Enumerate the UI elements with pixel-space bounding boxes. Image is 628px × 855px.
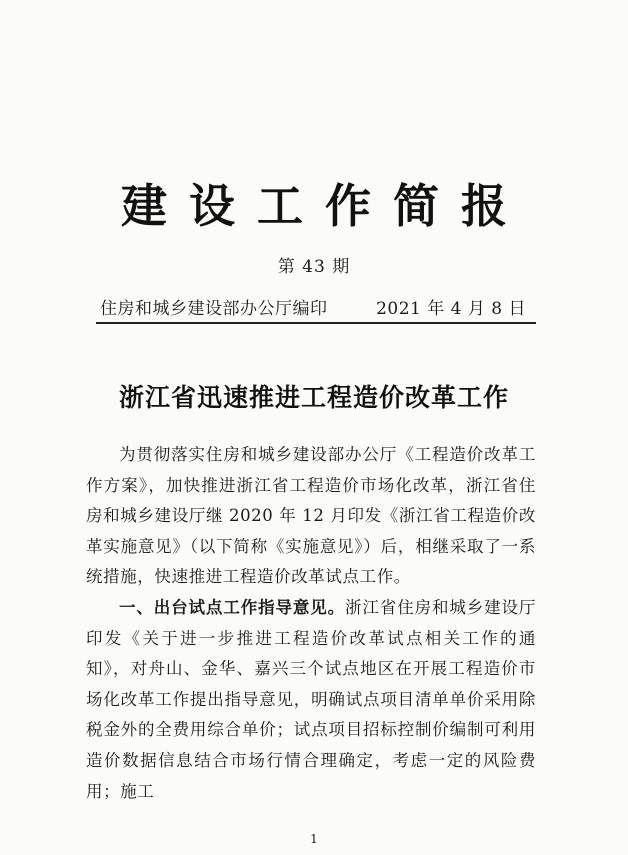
header-divider	[96, 322, 536, 324]
paragraph-intro: 为贯彻落实住房和城乡建设部办公厅《工程造价改革工作方案》，加快推进浙江省工程造价市场化改革，浙江省住房和城乡建设厅继 2020 年 12 月印发《浙江省工程造价改革实施意见》（以下简称《实施意见》）后，相继采取了一系统措施，快速推进工程造价改革试点工作。	[86, 445, 536, 587]
publication-date: 2021 年 4 月 8 日	[376, 299, 526, 319]
issue-number: 第 43 期	[277, 257, 351, 277]
bulletin-masthead: 建设工作简报	[121, 179, 529, 233]
section-text: 浙江省住房和城乡建设厅印发《关于进一步推进工程造价改革试点相关工作的通知》，对舟山、金华、嘉兴三个试点地区在开展工程造价市场化改革工作提出指导意见，明确试点项目清单单价采用除税金外的全费用综合单价；试点项目招标控制价编制可利用造价数据信息结合市场行情合理确定，考虑一定的风险费用；施工	[86, 597, 536, 801]
paragraph-section-1	[86, 593, 536, 807]
page-number: 1	[310, 832, 318, 846]
article-body	[86, 440, 536, 807]
publisher-name: 住房和城乡建设部办公厅编印	[100, 299, 328, 319]
section-heading: 一、出台试点工作指导意见。	[119, 597, 346, 617]
article-title: 浙江省迅速推进工程造价改革工作	[118, 383, 509, 412]
publication-info-row	[100, 294, 532, 320]
